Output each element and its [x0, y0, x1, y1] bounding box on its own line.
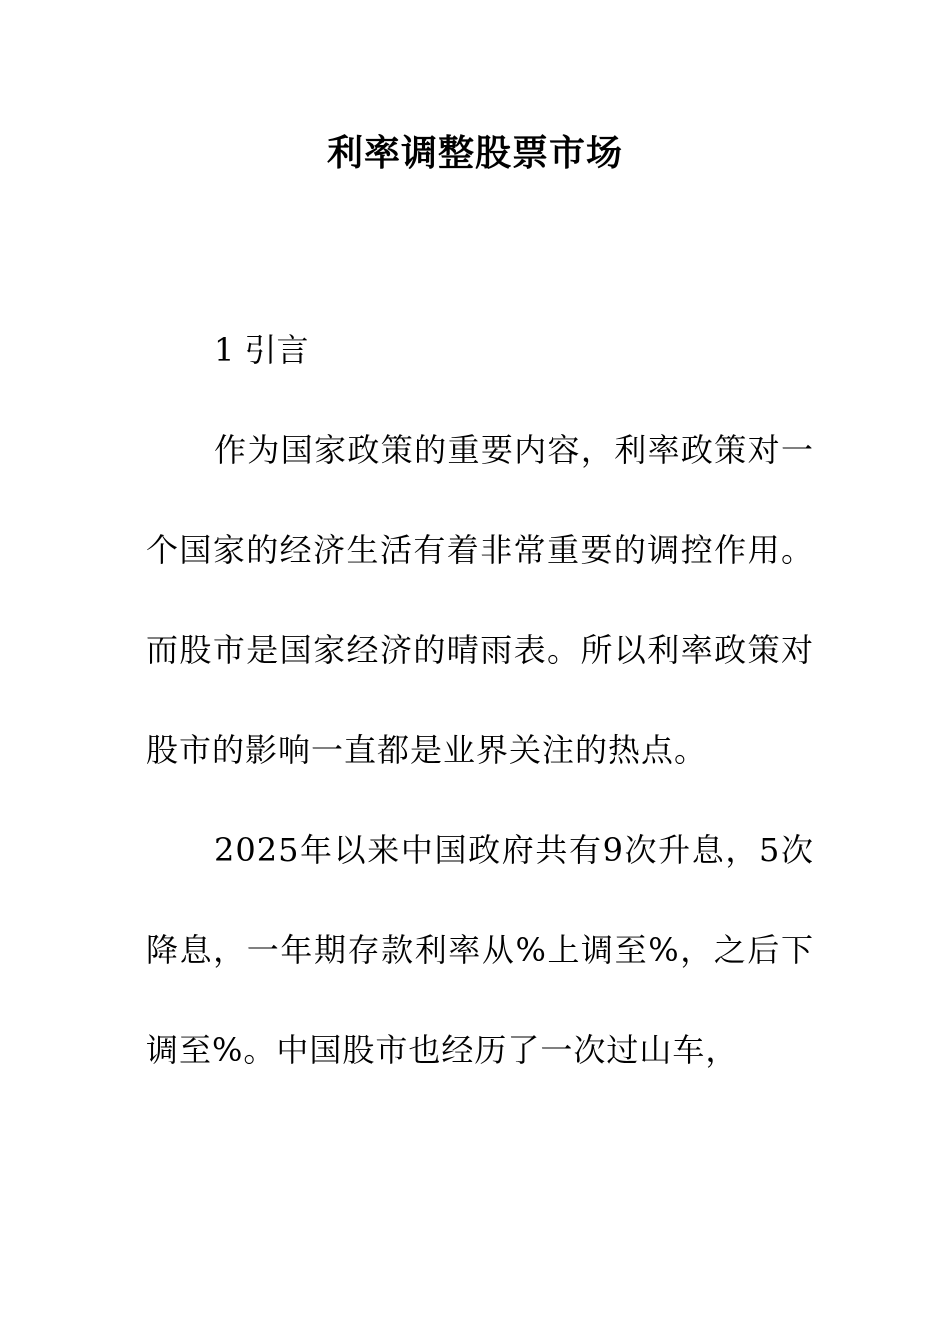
document-body — [146, 300, 814, 1100]
paragraph: 作为国家政策的重要内容，利率政策对一个国家的经济生活有着非常重要的调控作用。而股市是国家经济的晴雨表。所以利率政策对股市的影响一直都是业界关注的热点。 — [146, 431, 814, 769]
paragraph: 2025年以来中国政府共有9次升息，5次降息，一年期存款利率从%上调至%，之后下调至%。中国股市也经历了一次过山车， — [146, 831, 814, 1069]
document-title: 利率调整股票市场 — [326, 133, 623, 174]
section-heading: 1 引言 — [214, 331, 309, 369]
